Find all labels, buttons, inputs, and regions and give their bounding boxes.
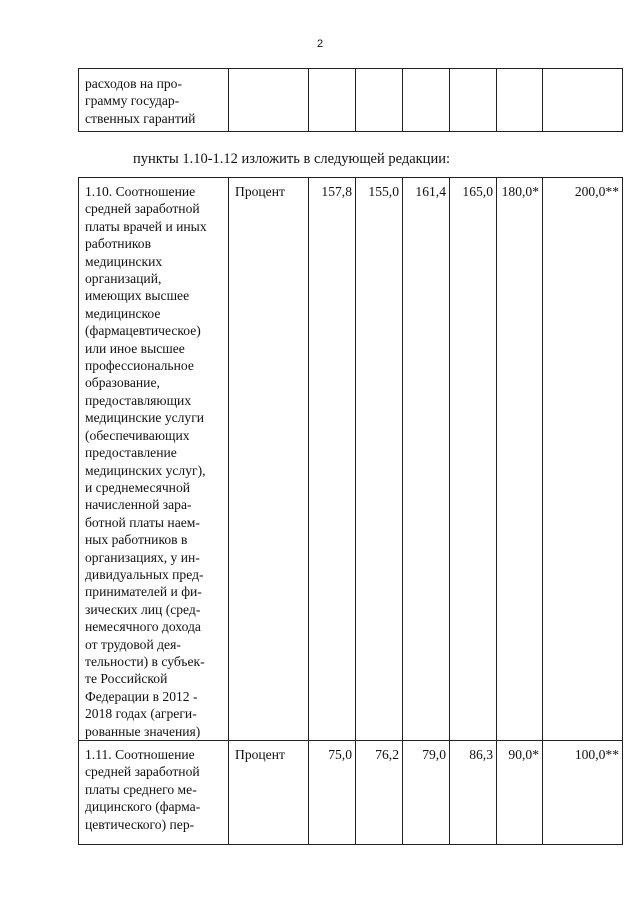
row-value: 79,0 <box>403 741 450 845</box>
row-unit: Процент <box>229 178 309 741</box>
table-cell <box>403 69 450 132</box>
intro-text: пункты 1.10-1.12 изложить в следующей редакции: <box>133 151 450 167</box>
table-row <box>79 178 623 741</box>
table-cell <box>356 69 403 132</box>
row-value: 75,0 <box>309 741 356 845</box>
row-value: 157,8 <box>309 178 356 741</box>
table-cell <box>497 69 543 132</box>
row-value: 86,3 <box>450 741 497 845</box>
row-name: 1.11. Соотношение средней заработной платы среднего ме- дицинского (фарма- цевтического) пер- <box>79 741 229 845</box>
table-cell <box>229 69 309 132</box>
row-value: 155,0 <box>356 178 403 741</box>
table-row <box>79 69 623 132</box>
page-number: 2 <box>316 38 324 50</box>
row-value: 180,0* <box>497 178 543 741</box>
row-value: 165,0 <box>450 178 497 741</box>
row-value: 161,4 <box>403 178 450 741</box>
row-unit: Процент <box>229 741 309 845</box>
indicators-table <box>78 177 623 845</box>
table-cell <box>309 69 356 132</box>
row-name: 1.10. Соотношение средней заработной платы врачей и иных работников медицинских организаций, имеющих высшее медицинское (фармацевтическое) или иное высшее профессиональное образование, предоставляющих медицинские услуги (обеспечивающих предоставление медицинских услуг), и среднемесячной начисленной зара- ботной платы наем- ных работников в организациях, у ин- дивидуальных пред- принимателей и фи- зических лиц (сред- немесячного дохода от трудовой дея- тельности) в субъек- те Российской Федерации в 2012 - 2018 годах (агреги- рованные значения) <box>79 178 229 741</box>
row-value: 90,0* <box>497 741 543 845</box>
row-value: 100,0** <box>543 741 623 845</box>
continuation-table <box>78 68 623 132</box>
row-name: расходов на про- грамму государ- ственных гарантий <box>79 69 229 132</box>
row-value: 76,2 <box>356 741 403 845</box>
table-row <box>79 741 623 845</box>
table-cell <box>543 69 623 132</box>
table-cell <box>450 69 497 132</box>
row-value: 200,0** <box>543 178 623 741</box>
